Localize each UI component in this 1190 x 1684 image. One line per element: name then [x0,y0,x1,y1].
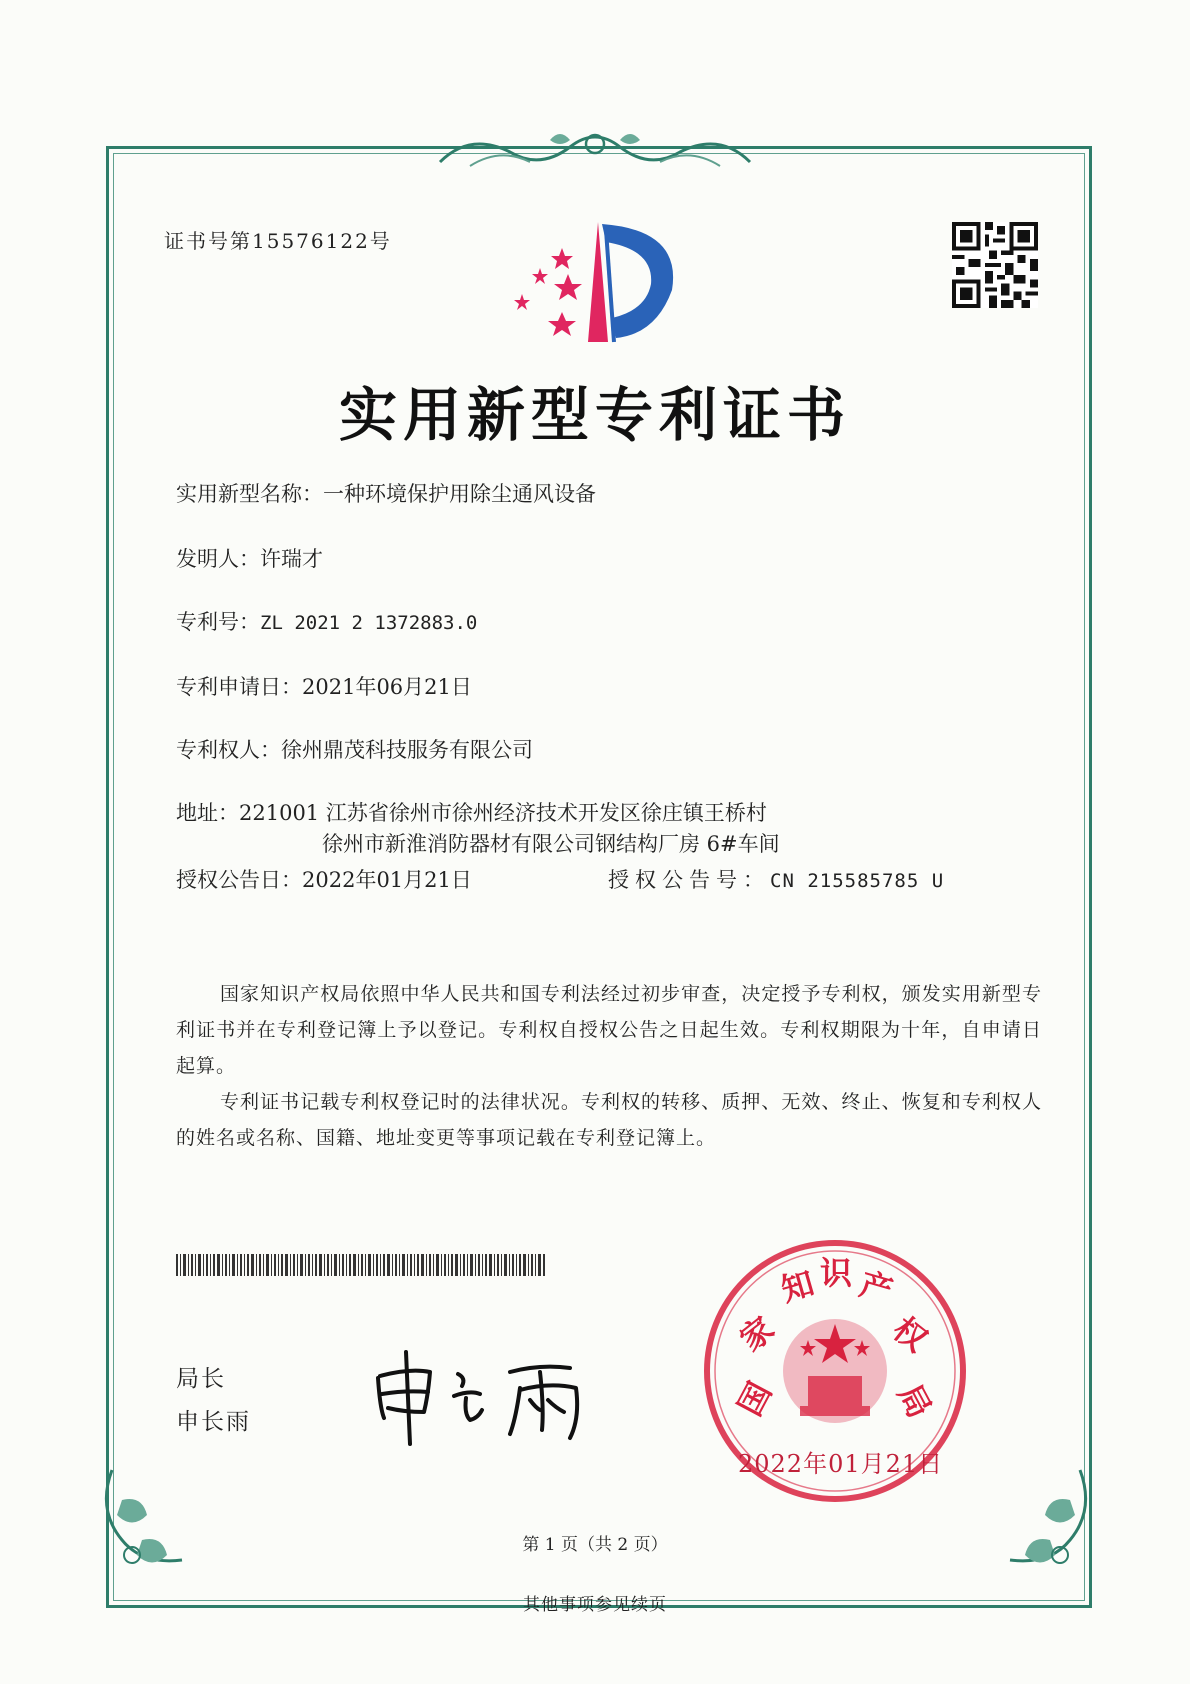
field-patent-holder [176,734,533,764]
grant-publication-value: CN 215585785 U [770,870,945,892]
certificate-number: 证书号第15576122号 [164,229,392,253]
field-utility-model-name [176,478,596,508]
statement-paragraph-2: 专利证书记载专利权登记时的法律状况。专利权的转移、质押、无效、终止、恢复和专利权人的姓名或名称、国籍、地址变更等事项记载在专利登记簿上。 [176,1091,1042,1149]
svg-text:局: 局 [890,1378,940,1425]
field-application-date [176,671,472,701]
svg-text:权: 权 [885,1309,935,1360]
seal-date: 2022年01月21日 [738,1450,944,1478]
director-name: 申长雨 [176,1409,251,1435]
top-ornament-icon [430,122,760,178]
application-date-label: 专利申请日： [176,675,302,699]
field-patent-number [176,606,477,636]
application-date-value: 2021年06月21日 [302,675,472,699]
grant-date-label: 授权公告日： [176,868,302,892]
svg-text:家: 家 [732,1309,782,1359]
patent-holder-value: 徐州鼎茂科技服务有限公司 [281,738,533,762]
address-line-1: 221001 江苏省徐州市徐州经济技术开发区徐庄镇王桥村 [239,801,767,825]
director-title: 局长 [176,1366,226,1392]
cnipa-logo-icon [506,222,686,360]
inventor-value: 许瑞才 [260,547,323,571]
utility-model-name-value: 一种环境保护用除尘通风设备 [323,482,596,506]
svg-text:国: 国 [730,1375,780,1422]
field-grant-date [176,864,472,894]
field-inventor [176,543,323,573]
grant-date-value: 2022年01月21日 [302,868,472,892]
utility-model-name-label: 实用新型名称： [176,482,323,506]
address-label: 地址： [176,801,239,825]
inventor-label: 发明人： [176,547,260,571]
patent-holder-label: 专利权人： [176,738,281,762]
certificate-title: 实用新型专利证书 [338,381,851,449]
field-grant-publication [608,864,944,894]
statement-paragraph-1: 国家知识产权局依照中华人民共和国专利法经过初步审查，决定授予专利权，颁发实用新型专利证书并在专利登记簿上予以登记。专利权自授权公告之日起生效。专利权期限为十年，自申请日起算。 [176,983,1042,1077]
qr-code-icon [952,222,1038,308]
svg-text:知: 知 [777,1263,819,1310]
svg-text:产: 产 [855,1264,897,1311]
patent-number-value: ZL 2021 2 1372883.0 [260,612,478,634]
field-address [176,797,767,827]
continuation-note: 其他事项参见续页 [523,1595,667,1615]
svg-text:识: 识 [820,1254,853,1292]
director-signature-icon [370,1338,620,1448]
address-line-2: 徐州市新淮消防器材有限公司钢结构厂房 6#车间 [322,832,780,856]
bottom-left-ornament-icon [92,1460,202,1580]
barcode-icon [176,1254,546,1276]
patent-number-label: 专利号： [176,610,260,634]
bottom-right-ornament-icon [990,1460,1100,1580]
page-number: 第 1 页（共 2 页） [522,1535,668,1555]
grant-publication-label: 授权公告号： [608,868,770,892]
